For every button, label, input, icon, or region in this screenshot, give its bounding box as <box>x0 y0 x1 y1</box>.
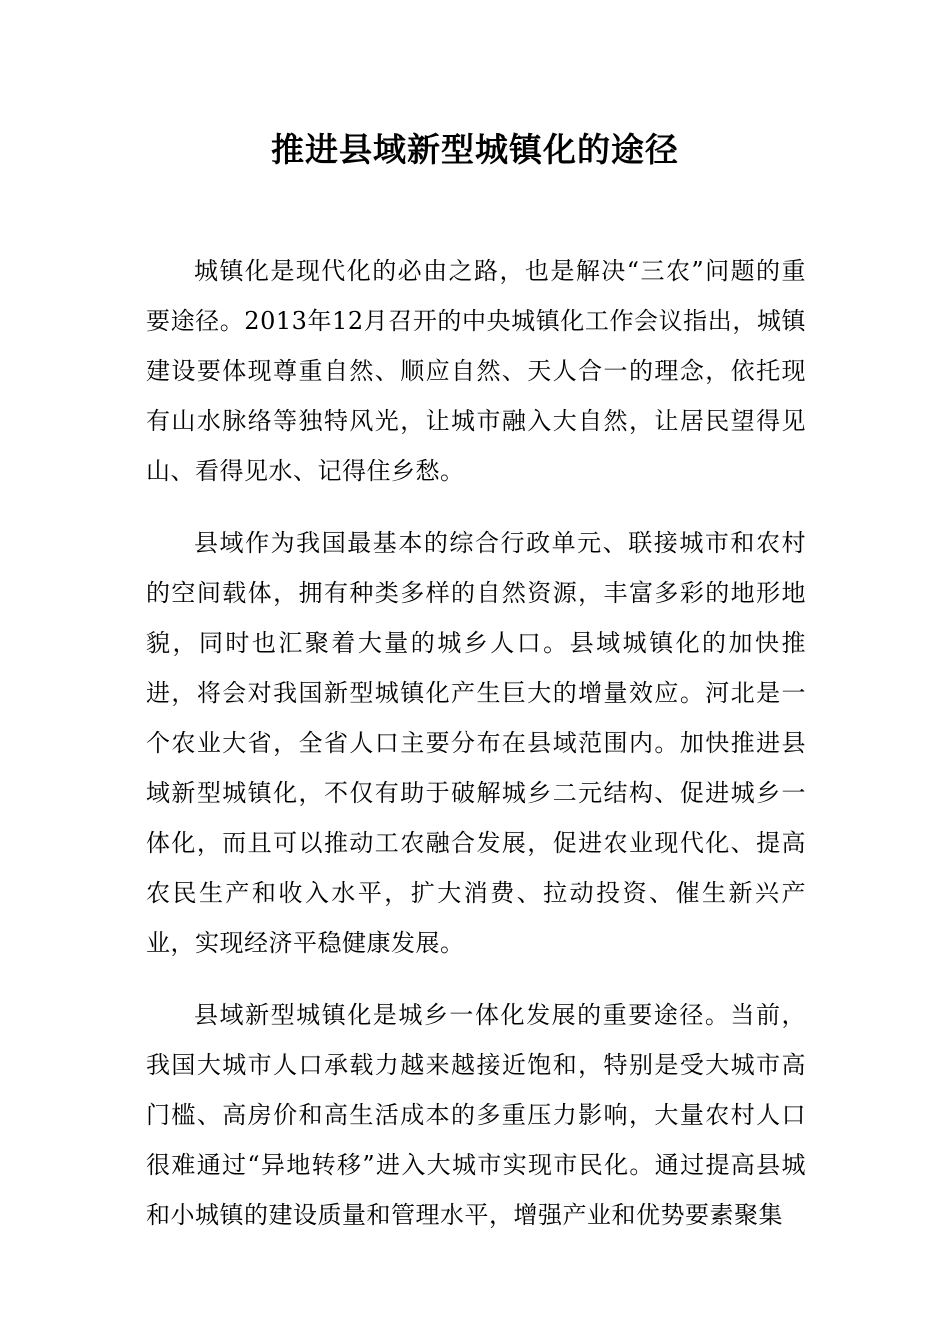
paragraph-1: 城镇化是现代化的必由之路，也是解决“三农”问题的重要途径。2013年12月召开的中央城镇化工作会议指出，城镇建设要体现尊重自然、顺应自然、天人合一的理念，依托现有山水脉络等独特风光，让城市融入大自然，让居民望得见山、看得见水、记得住乡愁。 <box>146 257 806 485</box>
document-body <box>146 246 806 1262</box>
document-title: 推进县域新型城镇化的途径 <box>271 130 679 169</box>
paragraph-3: 县域新型城镇化是城乡一体化发展的重要途径。当前，我国大城市人口承载力越来越接近饱和，特别是受大城市高门槛、高房价和高生活成本的多重压力影响，大量农村人口很难通过“异地转移”进入大城市实现市民化。通过提高县城和小城镇的建设质量和管理水平，增强产业和优势要素聚集 <box>146 1001 806 1229</box>
paragraph-2: 县域作为我国最基本的综合行政单元、联接城市和农村的空间载体，拥有种类多样的自然资源，丰富多彩的地形地貌，同时也汇聚着大量的城乡人口。县域城镇化的加快推进，将会对我国新型城镇化产生巨大的增量效应。河北是一个农业大省，全省人口主要分布在县域范围内。加快推进县域新型城镇化，不仅有助于破解城乡二元结构、促进城乡一体化，而且可以推动工农融合发展，促进农业现代化、提高农民生产和收入水平，扩大消费、拉动投资、催生新兴产业，实现经济平稳健康发展。 <box>146 529 806 957</box>
